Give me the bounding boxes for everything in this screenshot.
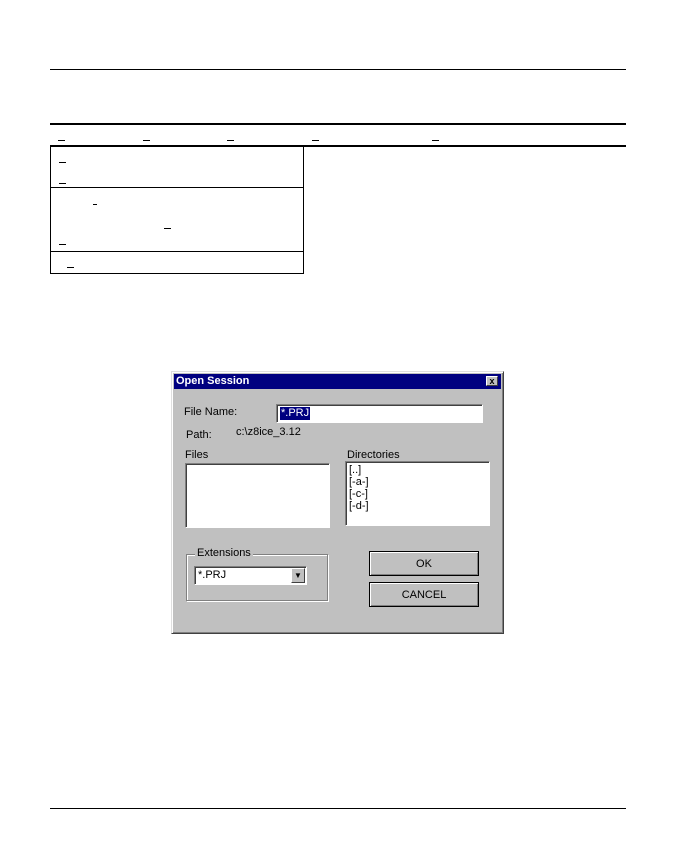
footer-rule	[50, 808, 626, 809]
menu-item-mnemonic-5	[59, 244, 66, 245]
directories-list[interactable]	[345, 461, 490, 526]
path-value: c:\z8ice_3.12	[236, 426, 301, 438]
menu-mnemonic-1	[58, 140, 65, 141]
cancel-button[interactable]: CANCEL	[369, 582, 479, 607]
menu-mnemonic-2	[143, 140, 150, 141]
directory-item[interactable]: [-c-]	[349, 488, 368, 500]
menu-item-mnemonic-6	[67, 267, 74, 268]
menu-mnemonic-4	[312, 140, 319, 141]
menu-item-mnemonic-2	[59, 183, 66, 184]
file-name-label: File Name:	[184, 406, 238, 418]
path-label: Path:	[186, 429, 212, 441]
menu-item-mnemonic-4	[164, 228, 171, 229]
menu-separator	[51, 187, 303, 188]
open-session-dialog	[171, 371, 504, 634]
ok-button[interactable]: OK	[369, 551, 479, 576]
close-icon[interactable]: x	[486, 376, 498, 386]
chevron-down-icon[interactable]: ▼	[291, 568, 305, 583]
directory-item[interactable]: [-d-]	[349, 500, 369, 512]
header-rule	[50, 69, 626, 70]
menu-bar	[50, 123, 626, 147]
extensions-selected-value: *.PRJ	[198, 569, 227, 581]
directory-item[interactable]: [..]	[349, 464, 362, 476]
extensions-select[interactable]	[194, 566, 307, 585]
file-name-value: *.PRJ	[281, 407, 310, 419]
menu-mnemonic-3	[227, 140, 234, 141]
directory-item[interactable]: [-a-]	[349, 476, 369, 488]
menu-dropdown-panel	[50, 147, 304, 274]
menu-item-mnemonic-3	[93, 204, 97, 205]
menu-mnemonic-5	[432, 140, 439, 141]
extensions-label: Extensions	[197, 547, 251, 559]
files-list[interactable]	[185, 463, 330, 528]
dialog-title: Open Session	[176, 375, 250, 387]
menu-separator	[51, 251, 303, 252]
directories-label: Directories	[347, 449, 400, 461]
menu-item-mnemonic-1	[59, 162, 66, 163]
files-label: Files	[185, 449, 209, 461]
file-name-input[interactable]	[276, 404, 483, 423]
dialog-titlebar	[174, 374, 501, 389]
